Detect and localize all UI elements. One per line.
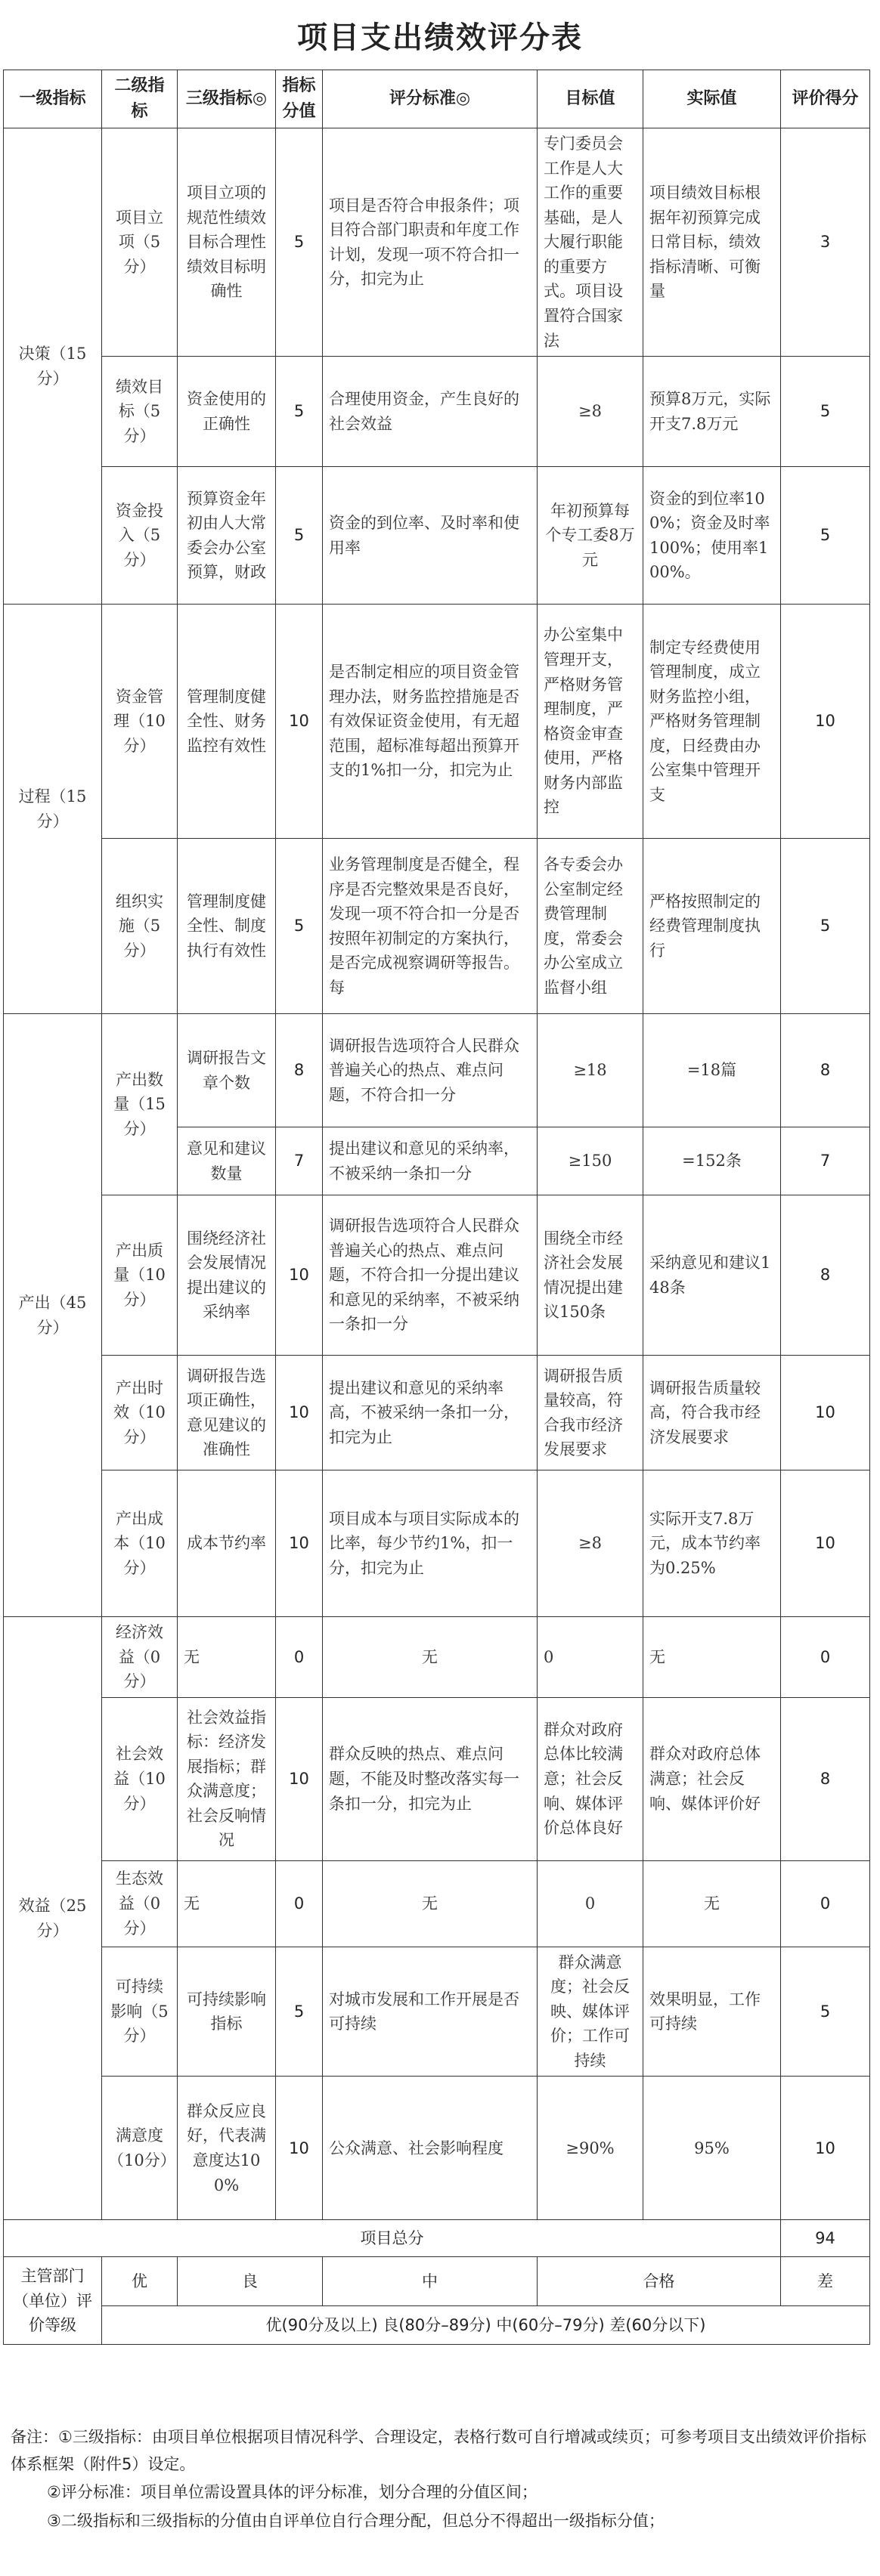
eval-score-cell: 8 bbox=[781, 1697, 870, 1860]
target-cell: 群众对政府总体比较满意；社会反响、媒体评价总体良好 bbox=[538, 1697, 643, 1860]
target-cell: 群众满意度；社会反映、媒体评价；工作可持续 bbox=[538, 1947, 643, 2077]
actual-cell: 无 bbox=[643, 1860, 781, 1947]
eval-score-cell: 5 bbox=[781, 467, 870, 605]
grade-ranges: 优(90分及以上) 良(80分–89分) 中(60分–79分) 差(60分以下) bbox=[102, 2306, 870, 2345]
score-cell: 10 bbox=[276, 1356, 323, 1470]
header-cell: 指标分值 bbox=[276, 70, 323, 128]
evaluation-table bbox=[3, 70, 870, 2345]
eval-score-cell: 8 bbox=[781, 1195, 870, 1356]
target-cell: ≥8 bbox=[538, 1470, 643, 1617]
header-cell: 实际值 bbox=[643, 70, 781, 128]
score-cell: 5 bbox=[276, 357, 323, 467]
level3-cell: 调研报告选项正确性，意见建议的准确性 bbox=[178, 1356, 276, 1470]
actual-cell: 调研报告质量较高，符合我市经济发展要求 bbox=[643, 1356, 781, 1470]
header-cell: 目标值 bbox=[538, 70, 643, 128]
actual-cell: 实际开支7.8万元，成本节约率为0.25% bbox=[643, 1470, 781, 1617]
score-cell: 10 bbox=[276, 2077, 323, 2220]
grade-level-pass: 合格 bbox=[538, 2257, 781, 2306]
level2-cell: 产出质量（10分） bbox=[102, 1195, 178, 1356]
level2-cell: 产出数量（15分） bbox=[102, 1014, 178, 1195]
standard-cell: 群众反映的热点、难点问题，不能及时整改落实每一条扣一分，扣完为止 bbox=[323, 1697, 538, 1860]
eval-score-cell: 5 bbox=[781, 357, 870, 467]
level3-cell: 项目立项的规范性绩效目标合理性绩效目标明确性 bbox=[178, 128, 276, 357]
level2-cell: 满意度（10分） bbox=[102, 2077, 178, 2220]
standard-cell: 调研报告选项符合人民群众普遍关心的热点、难点问题，不符合扣一分提出建议和意见的采纳率，不被采纳一条扣一分 bbox=[323, 1195, 538, 1356]
table-row bbox=[4, 1470, 870, 1617]
level3-cell: 成本节约率 bbox=[178, 1470, 276, 1617]
level1-cell: 决策（15分） bbox=[4, 128, 102, 605]
score-cell: 10 bbox=[276, 1195, 323, 1356]
actual-cell: 资金的到位率100%；资金及时率100%；使用率100%。 bbox=[643, 467, 781, 605]
level3-cell: 无 bbox=[178, 1860, 276, 1947]
level3-cell: 预算资金年初由人大常委会办公室预算，财政 bbox=[178, 467, 276, 605]
header-cell: 评价得分 bbox=[781, 70, 870, 128]
level2-cell: 生态效益（0分） bbox=[102, 1860, 178, 1947]
total-row bbox=[4, 2220, 870, 2257]
eval-score-cell: 5 bbox=[781, 1947, 870, 2077]
level2-cell: 绩效目标（5分） bbox=[102, 357, 178, 467]
eval-score-cell: 3 bbox=[781, 128, 870, 357]
target-cell: 0 bbox=[538, 1617, 643, 1698]
standard-cell: 提出建议和意见的采纳率，不被采纳一条扣一分 bbox=[323, 1127, 538, 1195]
table-row bbox=[4, 839, 870, 1014]
header-cell: 评分标准◎ bbox=[323, 70, 538, 128]
header-cell: 三级指标◎ bbox=[178, 70, 276, 128]
table-row bbox=[4, 467, 870, 605]
score-cell: 0 bbox=[276, 1617, 323, 1698]
target-cell: 专门委员会工作是人大工作的重要基础，是人大履行职能的重要方式。项目设置符合国家法 bbox=[538, 128, 643, 357]
target-cell: ≥18 bbox=[538, 1014, 643, 1127]
total-score: 94 bbox=[781, 2220, 870, 2257]
target-cell: 办公室集中管理开支，严格财务管理制度，严格资金审查使用，严格财务内部监控 bbox=[538, 605, 643, 839]
score-cell: 10 bbox=[276, 605, 323, 839]
table-row bbox=[4, 128, 870, 357]
table-row bbox=[4, 2077, 870, 2220]
score-cell: 8 bbox=[276, 1014, 323, 1127]
grade-level-excellent: 优 bbox=[102, 2257, 178, 2306]
table-row bbox=[4, 1860, 870, 1947]
standard-cell: 公众满意、社会影响程度 bbox=[323, 2077, 538, 2220]
level3-cell: 可持续影响指标 bbox=[178, 1947, 276, 2077]
total-label: 项目总分 bbox=[4, 2220, 781, 2257]
page-title: 项目支出绩效评分表 bbox=[297, 19, 583, 55]
level3-cell: 调研报告文章个数 bbox=[178, 1014, 276, 1127]
eval-score-cell: 0 bbox=[781, 1617, 870, 1698]
standard-cell: 项目是否符合申报条件；项目符合部门职责和年度工作计划，发现一项不符合扣一分，扣完为止 bbox=[323, 128, 538, 357]
grade-range-row bbox=[4, 2306, 870, 2345]
actual-cell: =18篇 bbox=[643, 1014, 781, 1127]
standard-cell: 合理使用资金，产生良好的社会效益 bbox=[323, 357, 538, 467]
level3-cell: 群众反应良好，代表满意度达100% bbox=[178, 2077, 276, 2220]
table-row bbox=[4, 357, 870, 467]
eval-score-cell: 10 bbox=[781, 1470, 870, 1617]
level3-cell: 资金使用的正确性 bbox=[178, 357, 276, 467]
standard-cell: 资金的到位率、及时率和使用率 bbox=[323, 467, 538, 605]
table-row bbox=[4, 1014, 870, 1127]
standard-cell: 无 bbox=[323, 1617, 538, 1698]
standard-cell: 对城市发展和工作开展是否可持续 bbox=[323, 1947, 538, 2077]
level1-cell: 效益（25分） bbox=[4, 1617, 102, 2220]
target-cell: 0 bbox=[538, 1860, 643, 1947]
table-row bbox=[4, 1195, 870, 1356]
score-cell: 5 bbox=[276, 1947, 323, 2077]
level2-cell: 资金投入（5分） bbox=[102, 467, 178, 605]
level3-cell: 社会效益指标：经济发展指标；群众满意度；社会反响情况 bbox=[178, 1697, 276, 1860]
target-cell: 年初预算每个专工委8万元 bbox=[538, 467, 643, 605]
level2-cell: 资金管理（10分） bbox=[102, 605, 178, 839]
actual-cell: 采纳意见和建议148条 bbox=[643, 1195, 781, 1356]
level3-cell: 管理制度健全性、制度执行有效性 bbox=[178, 839, 276, 1014]
standard-cell: 调研报告选项符合人民群众普遍关心的热点、难点问题，不符合扣一分 bbox=[323, 1014, 538, 1127]
level2-cell: 可持续影响（5分） bbox=[102, 1947, 178, 2077]
eval-score-cell: 10 bbox=[781, 1356, 870, 1470]
level2-cell: 社会效益（10分） bbox=[102, 1697, 178, 1860]
actual-cell: 制定专经费使用管理制度，成立财务监控小组，严格财务管理制度，日经费由办公室集中管理开支 bbox=[643, 605, 781, 839]
level3-cell: 意见和建议数量 bbox=[178, 1127, 276, 1195]
actual-cell: 严格按照制定的经费管理制度执行 bbox=[643, 839, 781, 1014]
grade-label: 主管部门（单位）评价等级 bbox=[4, 2257, 102, 2345]
actual-cell: 无 bbox=[643, 1617, 781, 1698]
standard-cell: 提出建议和意见的采纳率高，不被采纳一条扣一分，扣完为止 bbox=[323, 1356, 538, 1470]
note-line: ②评分标准：项目单位需设置具体的评分标准，划分合理的分值区间； bbox=[47, 2483, 538, 2502]
target-cell: ≥90% bbox=[538, 2077, 643, 2220]
score-cell: 0 bbox=[276, 1860, 323, 1947]
table-row bbox=[4, 1697, 870, 1860]
actual-cell: 效果明显，工作可持续 bbox=[643, 1947, 781, 2077]
actual-cell: =152条 bbox=[643, 1127, 781, 1195]
standard-cell: 无 bbox=[323, 1860, 538, 1947]
eval-score-cell: 7 bbox=[781, 1127, 870, 1195]
target-cell: 调研报告质量较高，符合我市经济发展要求 bbox=[538, 1356, 643, 1470]
actual-cell: 预算8万元，实际开支7.8万元 bbox=[643, 357, 781, 467]
header-cell: 一级指标 bbox=[4, 70, 102, 128]
note-line: ③二级指标和三级指标的分值由自评单位自行合理分配，但总分不得超出一级指标分值； bbox=[47, 2512, 665, 2531]
score-cell: 7 bbox=[276, 1127, 323, 1195]
eval-score-cell: 8 bbox=[781, 1014, 870, 1127]
target-cell: 围绕全市经济社会发展情况提出建议150条 bbox=[538, 1195, 643, 1356]
level1-cell: 过程（15分） bbox=[4, 605, 102, 1014]
score-cell: 5 bbox=[276, 839, 323, 1014]
grade-row bbox=[4, 2257, 870, 2306]
table-row bbox=[4, 1356, 870, 1470]
target-cell: ≥8 bbox=[538, 357, 643, 467]
score-cell: 5 bbox=[276, 128, 323, 357]
eval-score-cell: 10 bbox=[781, 2077, 870, 2220]
level2-cell: 项目立项（5分） bbox=[102, 128, 178, 357]
actual-cell: 群众对政府总体满意；社会反响、媒体评价好 bbox=[643, 1697, 781, 1860]
level2-cell: 经济效益（0分） bbox=[102, 1617, 178, 1698]
level3-cell: 围绕经济社会发展情况提出建议的采纳率 bbox=[178, 1195, 276, 1356]
standard-cell: 业务管理制度是否健全，程序是否完整效果是否良好，发现一项不符合扣一分是否按照年初制定的方案执行，是否完成视察调研等报告。每 bbox=[323, 839, 538, 1014]
level3-cell: 管理制度健全性、财务监控有效性 bbox=[178, 605, 276, 839]
table-row bbox=[4, 1947, 870, 2077]
header-cell: 二级指标 bbox=[102, 70, 178, 128]
grade-level-medium: 中 bbox=[323, 2257, 538, 2306]
standard-cell: 是否制定相应的项目资金管理办法，财务监控措施是否有效保证资金使用，有无超范围，超标准每超出预算开支的1%扣一分，扣完为止 bbox=[323, 605, 538, 839]
eval-score-cell: 0 bbox=[781, 1860, 870, 1947]
target-cell: ≥150 bbox=[538, 1127, 643, 1195]
standard-cell: 项目成本与项目实际成本的比率，每少节约1%，扣一分，扣完为止 bbox=[323, 1470, 538, 1617]
target-cell: 各专委会办公室制定经费管理制度，常委会办公室成立监督小组 bbox=[538, 839, 643, 1014]
level2-cell: 组织实施（5分） bbox=[102, 839, 178, 1014]
grade-level-poor: 差 bbox=[781, 2257, 870, 2306]
score-cell: 10 bbox=[276, 1697, 323, 1860]
level3-cell: 无 bbox=[178, 1617, 276, 1698]
header-row bbox=[4, 70, 870, 128]
actual-cell: 项目绩效目标根据年初预算完成日常目标，绩效指标清晰、可衡量 bbox=[643, 128, 781, 357]
actual-cell: 95% bbox=[643, 2077, 781, 2220]
score-cell: 10 bbox=[276, 1470, 323, 1617]
level1-cell: 产出（45分） bbox=[4, 1014, 102, 1617]
eval-score-cell: 10 bbox=[781, 605, 870, 839]
table-row bbox=[4, 1617, 870, 1698]
level2-cell: 产出成本（10分） bbox=[102, 1470, 178, 1617]
grade-level-good: 良 bbox=[178, 2257, 323, 2306]
notes bbox=[11, 2424, 869, 2537]
level2-cell: 产出时效（10分） bbox=[102, 1356, 178, 1470]
score-cell: 5 bbox=[276, 467, 323, 605]
eval-score-cell: 5 bbox=[781, 839, 870, 1014]
note-line: 备注：①三级指标：由项目单位根据项目情况科学、合理设定，表格行数可自行增减或续页；可参考项目支出绩效评价指标体系框架（附件5）设定。 bbox=[11, 2428, 866, 2473]
table-row bbox=[4, 605, 870, 839]
